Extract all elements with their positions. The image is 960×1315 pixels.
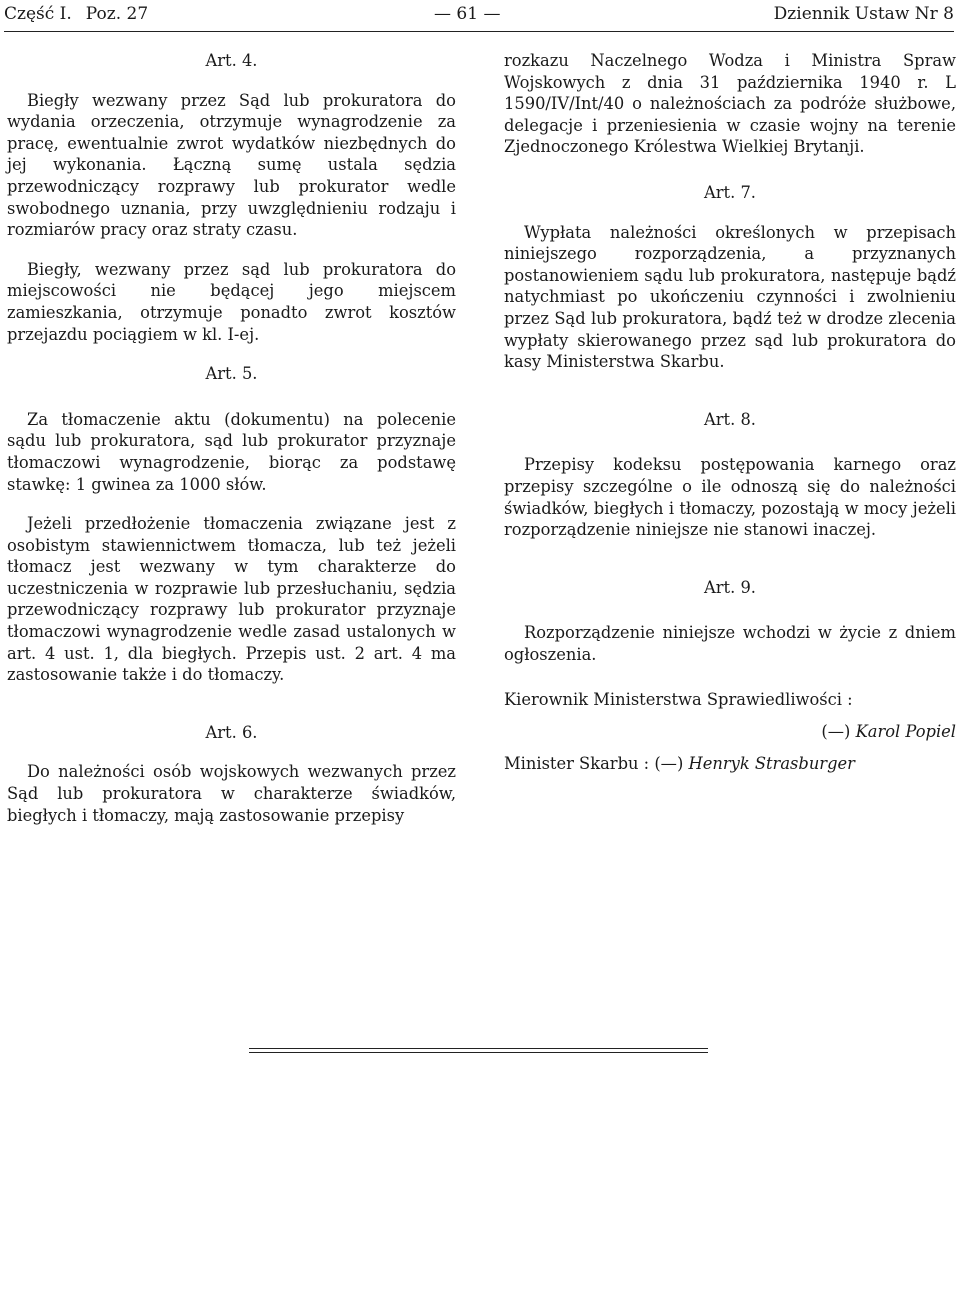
signatory-2-name: Henryk Strasburger bbox=[688, 753, 855, 773]
art5-heading: Art. 5. bbox=[205, 364, 258, 384]
signatory-1-signature bbox=[504, 721, 956, 743]
art6-paragraph-1: Do należności osób wojskowych wezwanych przez Sąd lub prokuratora w charakterze świadków, biegłych i tłomaczy, mają zastosowanie przepisy bbox=[7, 762, 456, 825]
spacer bbox=[504, 665, 956, 689]
right-column bbox=[504, 50, 956, 774]
spacer bbox=[7, 385, 456, 409]
art5-paragraph-2: Jeżeli przedłożenie tłomaczenia związane jest z osobistym stawiennictwem tłomacza, lub też jeżeli tłomacz jest wezwany w tym charakterze do uczestniczenia w rozprawie lub przesłuchaniu, sędzia przewodniczący rozprawy lub prokurator przyznaje tłomaczowi wynagrodzenie wedle zasad ustalonych w art. 4 ust. 1, dla biegłych. Przepis ust. 2 art. 4 ma zastosowanie także i do tłomaczy. bbox=[7, 514, 456, 685]
art9-paragraph-1: Rozporządzenie niniejsze wchodzi w życie z dniem ogłoszenia. bbox=[504, 623, 956, 664]
signature-mark: (—) bbox=[654, 753, 684, 773]
spacer bbox=[504, 373, 956, 409]
art8-paragraph-1: Przepisy kodeksu postępowania karnego oraz przepisy szczególne o ile odnoszą się do należności świadków, biegłych i tłomaczy, pozostają w mocy jeżeli rozporządzenie niniejsze nie stanowi inaczej. bbox=[504, 455, 956, 540]
page-header bbox=[4, 0, 954, 28]
spacer bbox=[7, 686, 456, 722]
signatory-1-name: Karol Popiel bbox=[855, 722, 956, 742]
art6-continuation: rozkazu Naczelnego Wodza i Ministra Spraw Wojskowych z dnia 31 października 1940 r. L 1590/IV/Int/40 o należnościach za podróże służbowe, delegacje i przeniesienia w czasie wojny na terenie Zjednoczonego Królestwa Wielkiej Brytanji. bbox=[504, 51, 956, 157]
spacer bbox=[504, 711, 956, 721]
header-left bbox=[4, 0, 148, 28]
spacer bbox=[7, 743, 456, 761]
art7-heading: Art. 7. bbox=[704, 182, 756, 202]
art4-paragraph-1: Biegły wezwany przez Sąd lub prokuratora do wydania orzeczenia, otrzymuje wynagrodzenie za pracę, ewentualnie zwrot wydatków niezbędnych do jej wykonania. Łączną sumę ustala sędzia przewodniczący rozprawy lub prokurator wedle swobodnego uznania, przy uwzględnieniu rodzaju i rozmiarów pracy oraz straty czasu. bbox=[7, 90, 456, 240]
spacer bbox=[504, 541, 956, 577]
art9-heading: Art. 9. bbox=[704, 577, 756, 597]
header-part: Część I. bbox=[4, 4, 72, 24]
spacer bbox=[504, 430, 956, 454]
art4-paragraph-2: Biegły, wezwany przez sąd lub prokuratora do miejscowości nie będącej jego miejscem zamieszkania, otrzymuje ponadto zwrot kosztów przejazdu pociągiem w kl. I-ej. bbox=[7, 259, 456, 344]
header-position: Poz. 27 bbox=[85, 4, 149, 24]
left-column bbox=[7, 50, 456, 826]
art7-paragraph-1: Wypłata należności określonych w przepisach niniejszego rozporządzenia, a przyznanych postanowieniem sądu lub prokuratora, następuje bądź natychmiast po ukończeniu czynności i zwolnieniu przez Sąd lub prokuratora, bądź też w drodze zlecenia wypłaty skierowanego przez sąd lub prokuratora do kasy Ministerstwa Skarbu. bbox=[504, 222, 956, 372]
spacer bbox=[7, 345, 456, 363]
header-rule bbox=[4, 31, 954, 32]
end-rule-lower bbox=[249, 1052, 708, 1053]
art6-heading: Art. 6. bbox=[205, 722, 258, 742]
spacer bbox=[504, 158, 956, 182]
signature-mark: (—) bbox=[821, 722, 851, 742]
header-page-number: — 61 — bbox=[434, 4, 501, 24]
spacer bbox=[504, 743, 956, 753]
art4-heading: Art. 4. bbox=[205, 51, 258, 70]
spacer bbox=[7, 241, 456, 259]
spacer bbox=[504, 204, 956, 222]
signatory-1-title: Kierownik Ministerstwa Sprawiedliwości : bbox=[504, 690, 853, 710]
spacer bbox=[504, 598, 956, 622]
art5-paragraph-1: Za tłomaczenie aktu (dokumentu) na polecenie sądu lub prokuratora, sąd lub prokurator przyznaje tłomaczowi wynagrodzenie, biorąc za podstawę stawkę: 1 gwinea za 1000 słów. bbox=[7, 409, 456, 494]
signatory-2-line bbox=[504, 753, 956, 775]
signatory-2-title: Minister Skarbu : bbox=[504, 753, 650, 773]
end-rule-upper bbox=[249, 1048, 708, 1049]
art8-heading: Art. 8. bbox=[704, 409, 756, 429]
header-journal-title: Dziennik Ustaw Nr 8 bbox=[773, 4, 954, 24]
spacer bbox=[7, 72, 456, 90]
spacer bbox=[7, 495, 456, 513]
